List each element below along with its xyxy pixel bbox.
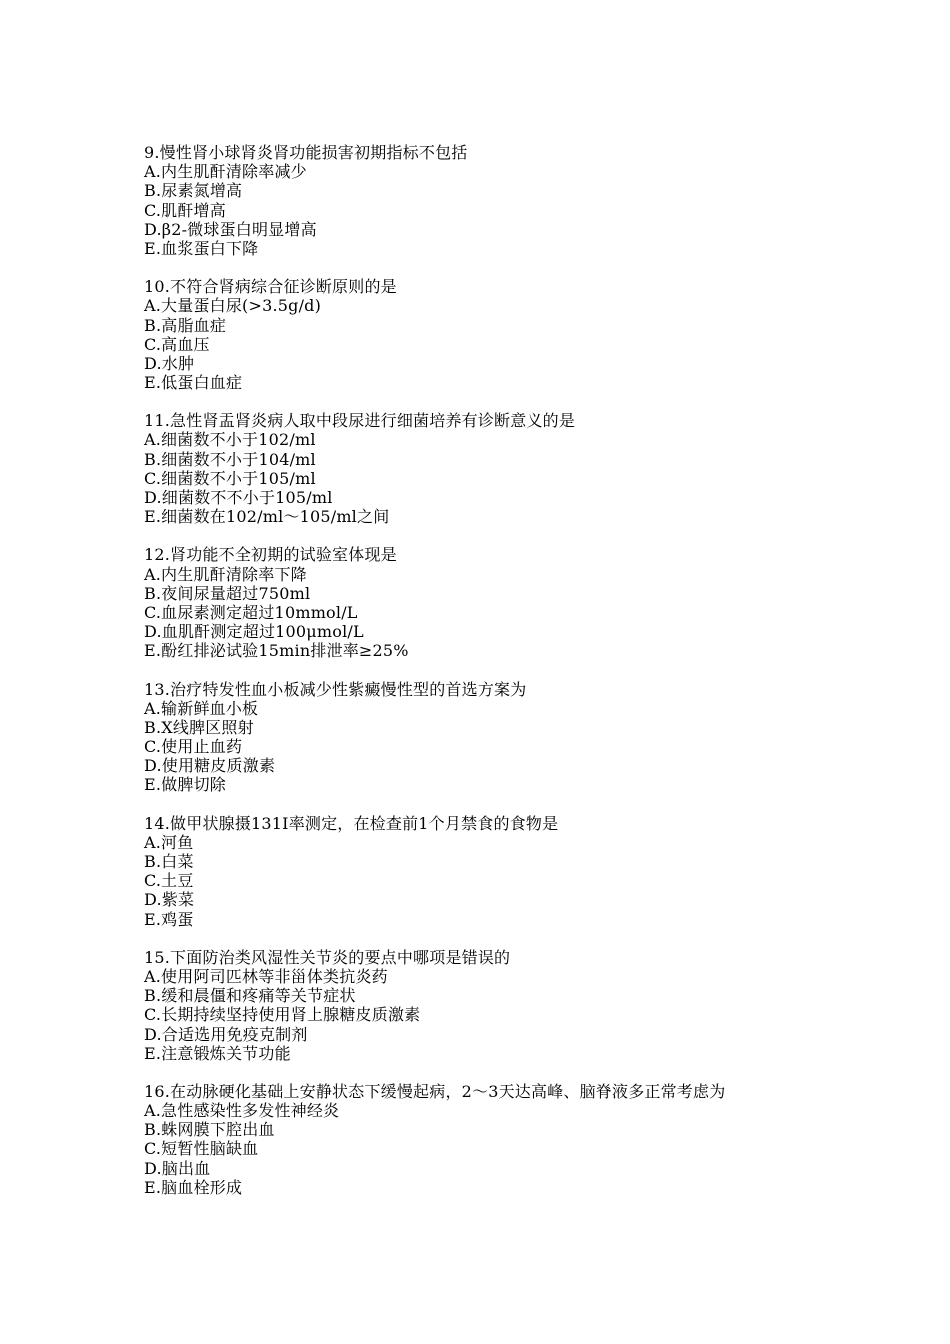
option-e: E.血浆蛋白下降 [144,238,259,258]
option-e: E.低蛋白血症 [144,373,243,393]
option-c: C.血尿素测定超过10mmol/L [144,602,358,622]
question-16 [144,1082,824,1197]
question-stem: 9.慢性肾小球肾炎肾功能损害初期指标不包括 [144,143,468,162]
option-a: A.内生肌酐清除率减少 [144,162,307,182]
question-9 [144,143,824,258]
option-d: D.细菌数不不小于105/ml [144,488,333,507]
option-b: B.尿素氮增高 [144,181,243,201]
option-b: B.白菜 [144,852,194,871]
option-d: D.合适选用免疫克制剂 [144,1024,308,1044]
question-stem: 13.治疗特发性血小板减少性紫癜慢性型的首选方案为 [144,679,527,699]
option-e: E.脑血栓形成 [144,1177,243,1197]
question-14 [144,814,824,929]
option-c: C.高血压 [144,334,210,354]
option-c: C.长期持续坚持使用肾上腺糖皮质激素 [144,1005,421,1025]
option-c: C.细菌数不小于105/ml [144,468,316,488]
option-a: A.使用阿司匹林等非甾体类抗炎药 [144,966,388,986]
question-stem: 10.不符合肾病综合征诊断原则的是 [144,277,397,297]
option-a: A.大量蛋白尿(>3.5g/d) [144,296,322,316]
option-e: E.做脾切除 [144,775,226,795]
question-stem: 11.急性肾盂肾炎病人取中段尿进行细菌培养有诊断意义的是 [144,411,576,431]
option-d: D.血肌酐测定超过100μmol/L [144,622,364,642]
option-b: B.细菌数不小于104/ml [144,449,316,469]
option-c: C.土豆 [144,871,194,891]
option-a: A.细菌数不小于102/ml [144,430,316,450]
question-11 [144,411,824,526]
option-e: E.鸡蛋 [144,909,194,929]
option-d: D.β2-微球蛋白明显增高 [144,219,317,239]
question-stem: 16.在动脉硬化基础上安静状态下缓慢起病，2～3天达高峰、脑脊液多正常考虑为 [144,1081,726,1101]
option-c: C.使用止血药 [144,737,243,757]
option-a: A.河鱼 [144,832,194,852]
option-d: D.脑出血 [144,1158,211,1178]
option-c: C.短暂性脑缺血 [144,1139,259,1159]
option-c: C.肌酐增高 [144,200,226,220]
option-a: A.急性感染性多发性神经炎 [144,1101,340,1121]
question-10 [144,277,824,392]
question-13 [144,680,824,795]
option-b: B.缓和晨僵和疼痛等关节症状 [144,986,356,1006]
question-15 [144,948,824,1063]
option-e: E.细菌数在102/ml～105/ml之间 [144,507,390,527]
option-e: E.酚红排泌试验15min排泄率≥25% [144,641,409,661]
option-b: B.X线脾区照射 [144,717,254,737]
option-b: B.高脂血症 [144,315,227,335]
option-b: B.蛛网膜下腔出血 [144,1120,275,1140]
option-e: E.注意锻炼关节功能 [144,1043,291,1063]
question-stem: 14.做甲状腺摄131I率测定，在检查前1个月禁食的食物是 [144,813,559,833]
option-a: A.输新鲜血小板 [144,698,259,718]
question-12 [144,545,824,660]
option-d: D.水肿 [144,353,195,373]
option-d: D.使用糖皮质激素 [144,756,276,776]
option-b: B.夜间尿量超过750ml [144,583,311,603]
document-page [144,143,824,1216]
question-stem: 15.下面防治类风湿性关节炎的要点中哪项是错误的 [144,947,511,967]
option-d: D.紫菜 [144,890,195,910]
option-a: A.内生肌酐清除率下降 [144,564,307,584]
question-stem: 12.肾功能不全初期的试验室体现是 [144,545,397,565]
